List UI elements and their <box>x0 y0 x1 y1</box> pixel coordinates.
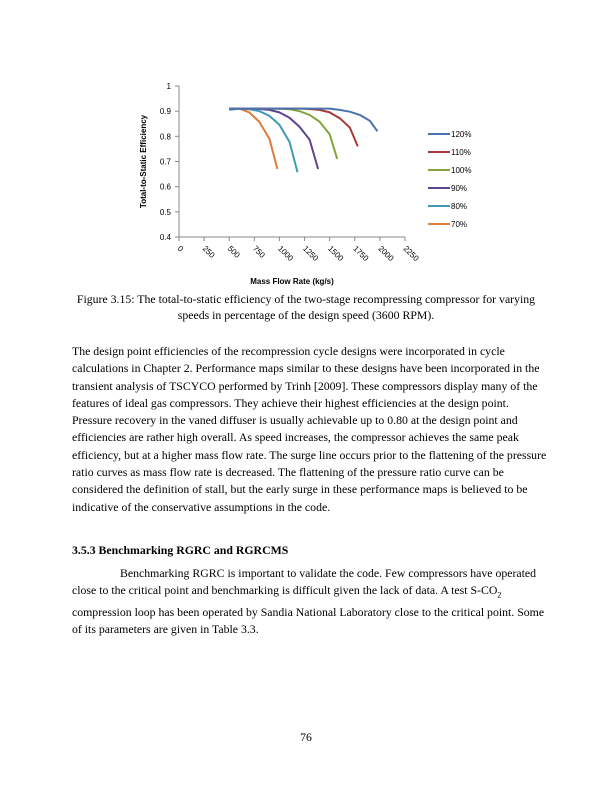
body-paragraph-2 <box>72 565 550 639</box>
x-tick-label: 2250 <box>401 244 421 263</box>
series-line-90pct <box>229 109 318 169</box>
caption-line-2: speeds in percentage of the design speed (3600 RPM). <box>177 307 435 322</box>
y-tick-label: 1 <box>166 82 171 91</box>
series-line-80pct <box>229 109 297 173</box>
x-tick-label: 2000 <box>376 244 396 263</box>
section-heading: 3.5.3 Benchmarking RGRC and RGRCMS <box>72 543 289 557</box>
legend-label: 70% <box>451 220 468 229</box>
y-tick-label: 0.4 <box>159 233 171 242</box>
legend-label: 100% <box>451 166 472 175</box>
legend-label: 90% <box>451 184 468 193</box>
x-tick-label: 250 <box>200 244 217 260</box>
body-paragraph-1: The design point efficiencies of the recompression cycle designs were incorporated in cycle calculations in Chapter 2. Performance maps similar to these designs have been incorporated in the transient analysis of TSCYCO performed by Trinh [2009]. These compressors display many of the features of ideal gas compressors. They achieve their highest efficiencies at the design point. Pressure recovery in the vaned diffuser is usually achievable up to 0.80 at the design point and efficiencies are rather high overall. As speed increases, the compressor achieves the same peak efficiency, but at a higher mass flow rate. The surge line occurs prior to the flattening of the pressure ratio curves as mass flow rate is decreased. The flattening of the pressure ratio curve can be considered the definition of stall, but the early surge in these performance maps is believed to be indicative of the conservative assumptions in the code. <box>72 344 547 514</box>
x-tick-label: 500 <box>225 244 242 260</box>
y-tick-label: 0.5 <box>159 207 171 217</box>
y-tick-label: 0.9 <box>159 107 171 117</box>
paragraph-2-text-a: Benchmarking RGRC is important to validate the code. Few compressors have operated close to the critical point and benchmarking is difficult given the lack of data. A test S-CO <box>72 566 537 598</box>
paragraph-2-text-b: compression loop has been operated by Sandia National Laboratory close to the critical point. Some of its parameters are given in Table 3.3. <box>72 604 545 637</box>
figure-caption <box>60 292 552 323</box>
x-tick-label: 1500 <box>326 244 346 263</box>
legend-label: 110% <box>451 148 471 157</box>
subscript-2: 2 <box>497 590 502 600</box>
x-tick-label: 1750 <box>351 244 371 263</box>
page-number: 76 <box>300 730 312 744</box>
chart-canvas <box>130 70 530 290</box>
y-tick-label: 0.8 <box>159 132 171 142</box>
series-line-100pct <box>229 109 337 159</box>
x-tick-label: 1000 <box>276 244 295 263</box>
y-tick-label: 0.6 <box>159 182 171 192</box>
series-line-110pct <box>229 109 358 147</box>
legend-label: 120% <box>451 130 472 139</box>
x-tick-label: 750 <box>250 244 267 260</box>
caption-line-1: Figure 3.15: The total-to-static efficiency of the two-stage recompressing compressor for varying <box>76 292 536 306</box>
y-axis-title: Total-to-Static Efficiency <box>139 114 148 209</box>
x-axis-title: Mass Flow Rate (kg/s) <box>250 277 334 286</box>
x-tick-label: 1250 <box>301 244 321 263</box>
legend-label: 80% <box>451 202 468 211</box>
y-tick-label: 0.7 <box>159 157 171 167</box>
x-tick-label: 0 <box>175 244 186 254</box>
efficiency-chart <box>130 70 530 290</box>
